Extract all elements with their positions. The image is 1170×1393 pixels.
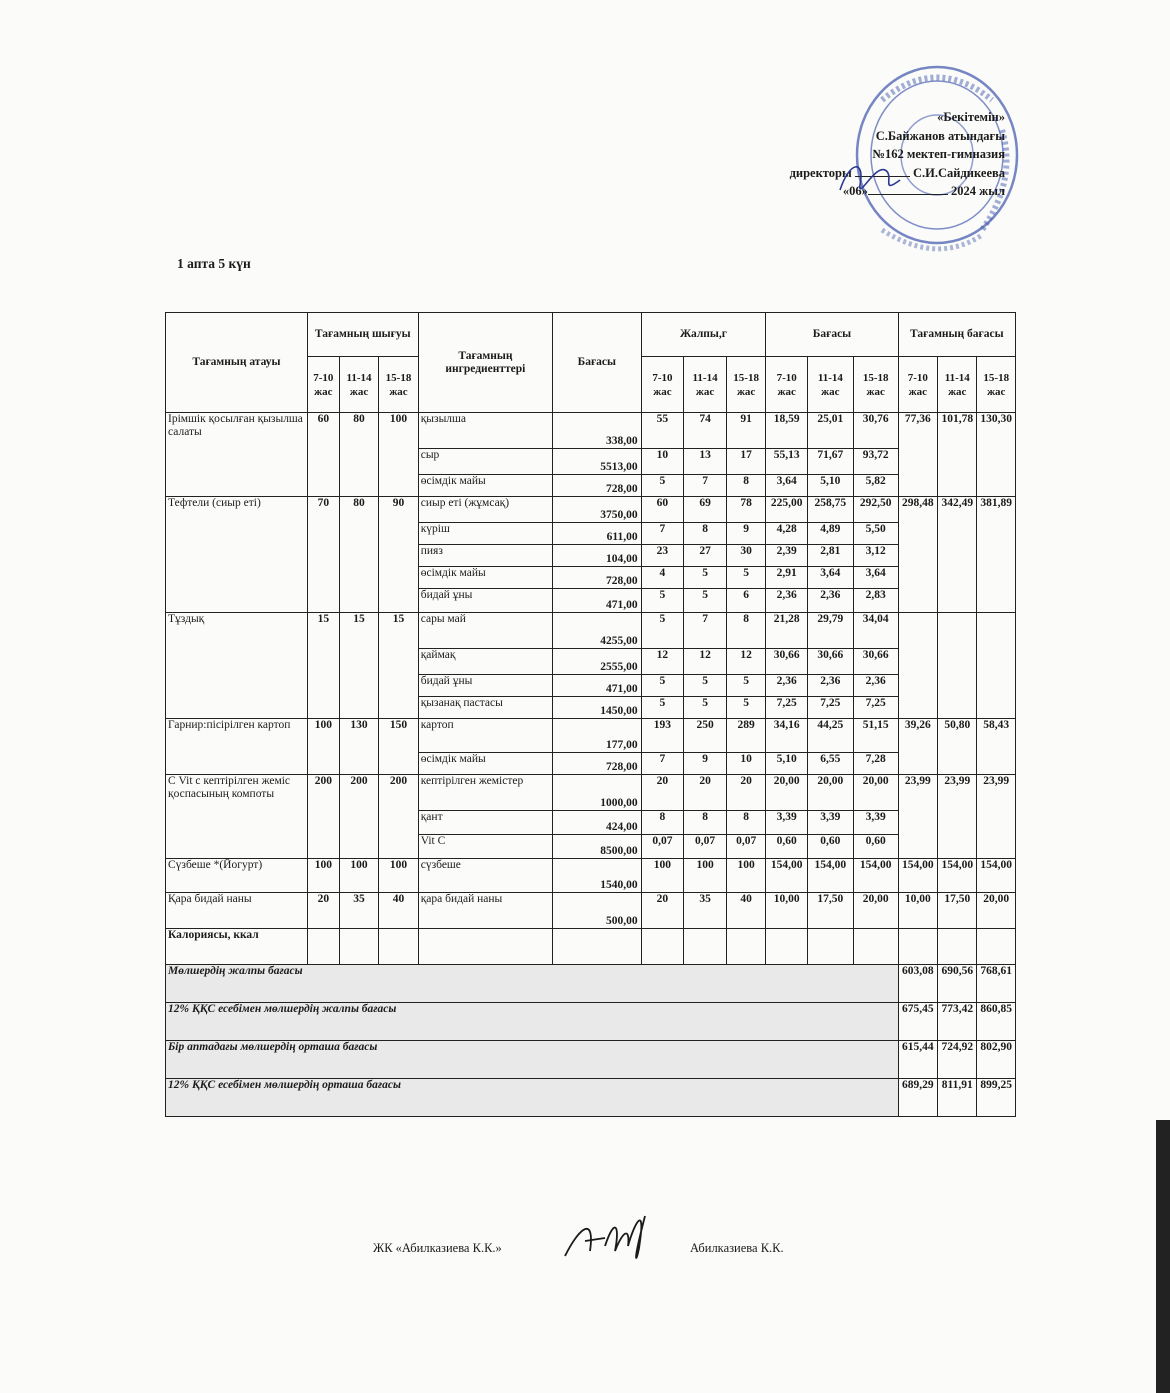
dish-output: 150: [379, 719, 418, 775]
ingredient-price: 1540,00: [553, 859, 642, 893]
ingredient: өсімдік майы: [418, 567, 552, 589]
gross-weight: 5: [684, 589, 727, 613]
dish-output: 100: [379, 413, 418, 497]
ingredient-cost: 154,00: [853, 859, 898, 893]
ingredient-price: 8500,00: [553, 835, 642, 859]
total-value: 860,85: [977, 1003, 1016, 1041]
gross-weight: 7: [684, 475, 727, 497]
empty-cell: [977, 929, 1016, 965]
header-gross: Жалпы,г: [641, 313, 766, 357]
ingredient-cost: 30,66: [766, 649, 808, 675]
ingredient-price: 3750,00: [553, 497, 642, 523]
dish-name: Ірімшік қосылған қызылша салаты: [166, 413, 308, 497]
gross-weight: 12: [641, 649, 684, 675]
ingredient-price: 177,00: [553, 719, 642, 753]
ingredient-price: 728,00: [553, 567, 642, 589]
header-age2: 11-14 жас: [807, 357, 853, 413]
ingredient: қызанақ пастасы: [418, 697, 552, 719]
ingredient-cost: 21,28: [766, 613, 808, 649]
ingredient: бидай ұны: [418, 589, 552, 613]
gross-weight: 30: [726, 545, 765, 567]
gross-weight: 5: [641, 589, 684, 613]
footer-right: Абилказиева К.К.: [690, 1241, 784, 1255]
ingredient-price: 1450,00: [553, 697, 642, 719]
ingredient-price: 104,00: [553, 545, 642, 567]
ingredient: картоп: [418, 719, 552, 753]
dish-output: 130: [339, 719, 378, 775]
ingredient-cost: 7,25: [853, 697, 898, 719]
dish-cost: 39,26: [898, 719, 937, 775]
ingredient-cost: 0,60: [853, 835, 898, 859]
total-label: 12% ҚҚС есебімен мөлшердің орташа бағасы: [166, 1079, 899, 1117]
gross-weight: 4: [641, 567, 684, 589]
gross-weight: 7: [684, 613, 727, 649]
dish-output: 60: [307, 413, 339, 497]
empty-cell: [307, 929, 339, 965]
header-age1: 7-10 жас: [766, 357, 808, 413]
dish-output: 200: [307, 775, 339, 859]
ingredient: қант: [418, 811, 552, 835]
gross-weight: 5: [684, 697, 727, 719]
ingredient-price: 5513,00: [553, 449, 642, 475]
gross-weight: 12: [726, 649, 765, 675]
gross-weight: 0,07: [641, 835, 684, 859]
ingredient-price: 1000,00: [553, 775, 642, 811]
ingredient: пияз: [418, 545, 552, 567]
ingredient-cost: 30,76: [853, 413, 898, 449]
dish-cost: [898, 613, 937, 719]
gross-weight: 23: [641, 545, 684, 567]
empty-cell: [853, 929, 898, 965]
ingredient-price: 338,00: [553, 413, 642, 449]
dish-name: Гарнир:пісірілген картоп: [166, 719, 308, 775]
empty-cell: [339, 929, 378, 965]
ingredient-cost: 3,64: [807, 567, 853, 589]
ingredient-cost: 2,91: [766, 567, 808, 589]
ingredient-cost: 44,25: [807, 719, 853, 753]
ingredient: күріш: [418, 523, 552, 545]
total-value: 811,91: [938, 1079, 977, 1117]
ingredient-cost: 5,10: [766, 753, 808, 775]
footer-left: ЖК «Абилказиева К.К.»: [373, 1241, 502, 1255]
gross-weight: 60: [641, 497, 684, 523]
dish-output: 35: [339, 893, 378, 929]
gross-weight: 20: [641, 775, 684, 811]
ingredient-cost: 3,39: [807, 811, 853, 835]
ingredient-price: 728,00: [553, 753, 642, 775]
ingredient-cost: 0,60: [807, 835, 853, 859]
date-year: 2024 жыл: [951, 184, 1005, 198]
dish-output: 200: [339, 775, 378, 859]
ingredient-price: 2555,00: [553, 649, 642, 675]
dish-output: 40: [379, 893, 418, 929]
ingredient-cost: 154,00: [807, 859, 853, 893]
header-age2: 11-14 жас: [684, 357, 727, 413]
header-cost: Бағасы: [766, 313, 898, 357]
ingredient-price: 471,00: [553, 589, 642, 613]
ingredient: сиыр еті (жұмсақ): [418, 497, 552, 523]
dish-cost: 342,49: [938, 497, 977, 613]
header-dish-cost: Тағамның бағасы: [898, 313, 1015, 357]
dish-output: 70: [307, 497, 339, 613]
header-output: Тағамның шығуы: [307, 313, 418, 357]
ingredient-cost: 2,83: [853, 589, 898, 613]
dish-cost: 23,99: [938, 775, 977, 859]
ingredient-cost: 18,59: [766, 413, 808, 449]
ingredient-cost: 3,39: [766, 811, 808, 835]
gross-weight: 6: [726, 589, 765, 613]
ingredient-cost: 3,12: [853, 545, 898, 567]
dish-name: Тефтели (сиыр еті): [166, 497, 308, 613]
header-age3: 15-18 жас: [379, 357, 418, 413]
gross-weight: 0,07: [726, 835, 765, 859]
ingredient-cost: 0,60: [766, 835, 808, 859]
ingredient-cost: 2,81: [807, 545, 853, 567]
ingredient-cost: 258,75: [807, 497, 853, 523]
total-value: 603,08: [898, 965, 937, 1003]
gross-weight: 78: [726, 497, 765, 523]
ingredient-cost: 51,15: [853, 719, 898, 753]
dish-cost: [977, 613, 1016, 719]
ingredient-cost: 10,00: [766, 893, 808, 929]
gross-weight: 12: [684, 649, 727, 675]
ingredient-cost: 20,00: [766, 775, 808, 811]
empty-cell: [726, 929, 765, 965]
gross-weight: 5: [726, 567, 765, 589]
header-age3: 15-18 жас: [853, 357, 898, 413]
dish-cost: [938, 613, 977, 719]
gross-weight: 100: [726, 859, 765, 893]
ingredient-cost: 34,04: [853, 613, 898, 649]
header-age2: 11-14 жас: [339, 357, 378, 413]
dish-output: 90: [379, 497, 418, 613]
date-day: «06»: [842, 184, 868, 198]
dish-output: 100: [307, 859, 339, 893]
dish-name: Сүзбеше *(Йогурт): [166, 859, 308, 893]
empty-cell: [938, 929, 977, 965]
director-name: С.И.Сайдикеева: [913, 165, 1005, 180]
empty-cell: [553, 929, 642, 965]
gross-weight: 100: [684, 859, 727, 893]
ingredient-cost: 4,28: [766, 523, 808, 545]
ingredient-cost: 2,39: [766, 545, 808, 567]
gross-weight: 8: [726, 475, 765, 497]
header-price: Бағасы: [553, 313, 642, 413]
director-signature-icon: [830, 150, 910, 210]
dish-cost: 298,48: [898, 497, 937, 613]
total-value: 724,92: [938, 1041, 977, 1079]
ingredient-cost: 2,36: [853, 675, 898, 697]
empty-cell: [379, 929, 418, 965]
total-row: [166, 1041, 1016, 1079]
table-row: [166, 613, 1016, 649]
ingredient-cost: 7,28: [853, 753, 898, 775]
total-label: Мөлшердің жалпы бағасы: [166, 965, 899, 1003]
gross-weight: 8: [726, 811, 765, 835]
ingredient-cost: 6,55: [807, 753, 853, 775]
gross-weight: 5: [726, 675, 765, 697]
ingredient-cost: 7,25: [807, 697, 853, 719]
gross-weight: 7: [641, 753, 684, 775]
total-value: 690,56: [938, 965, 977, 1003]
empty-cell: [807, 929, 853, 965]
empty-cell: [898, 929, 937, 965]
total-value: 773,42: [938, 1003, 977, 1041]
dish-output: 100: [339, 859, 378, 893]
calories-label: Калориясы, ккал: [166, 929, 308, 965]
gross-weight: 5: [726, 697, 765, 719]
ingredient: қаймақ: [418, 649, 552, 675]
ingredient-cost: 30,66: [853, 649, 898, 675]
dish-output: 15: [307, 613, 339, 719]
ingredient-cost: 5,10: [807, 475, 853, 497]
empty-cell: [418, 929, 552, 965]
total-value: 675,45: [898, 1003, 937, 1041]
ingredient-cost: 3,64: [766, 475, 808, 497]
ingredient-price: 424,00: [553, 811, 642, 835]
gross-weight: 5: [641, 613, 684, 649]
gross-weight: 8: [684, 811, 727, 835]
gross-weight: 74: [684, 413, 727, 449]
gross-weight: 27: [684, 545, 727, 567]
ingredient-price: 471,00: [553, 675, 642, 697]
gross-weight: 20: [684, 775, 727, 811]
ingredient-cost: 3,64: [853, 567, 898, 589]
gross-weight: 13: [684, 449, 727, 475]
dish-cost: 154,00: [898, 859, 937, 893]
dish-cost: 77,36: [898, 413, 937, 497]
dish-cost: 381,89: [977, 497, 1016, 613]
total-label: 12% ҚҚС есебімен мөлшердің жалпы бағасы: [166, 1003, 899, 1041]
ingredient: кептірілген жемістер: [418, 775, 552, 811]
page-title: 1 апта 5 күн: [177, 256, 251, 271]
ingredient: сары май: [418, 613, 552, 649]
ingredient-cost: 2,36: [766, 675, 808, 697]
table-row: [166, 413, 1016, 449]
gross-weight: 5: [684, 675, 727, 697]
ingredient-cost: 2,36: [807, 675, 853, 697]
dish-output: 20: [307, 893, 339, 929]
empty-cell: [641, 929, 684, 965]
signature-icon: [560, 1196, 670, 1276]
gross-weight: 0,07: [684, 835, 727, 859]
ingredient-cost: 34,16: [766, 719, 808, 753]
dish-output: 15: [379, 613, 418, 719]
gross-weight: 20: [726, 775, 765, 811]
gross-weight: 5: [684, 567, 727, 589]
table-row: [166, 775, 1016, 811]
director-label: директоры: [789, 165, 852, 180]
table-row: [166, 859, 1016, 893]
gross-weight: 193: [641, 719, 684, 753]
ingredient-cost: 5,50: [853, 523, 898, 545]
ingredient-cost: 71,67: [807, 449, 853, 475]
gross-weight: 40: [726, 893, 765, 929]
dish-name: Тұздық: [166, 613, 308, 719]
gross-weight: 100: [641, 859, 684, 893]
gross-weight: 8: [641, 811, 684, 835]
dish-cost: 58,43: [977, 719, 1016, 775]
gross-weight: 8: [726, 613, 765, 649]
gross-weight: 10: [726, 753, 765, 775]
ingredient: сыр: [418, 449, 552, 475]
header-age3: 15-18 жас: [977, 357, 1016, 413]
header-age3: 15-18 жас: [726, 357, 765, 413]
menu-table: [165, 312, 1016, 1117]
ingredient-cost: 292,50: [853, 497, 898, 523]
ingredient-cost: 17,50: [807, 893, 853, 929]
approval-line3: №162 мектеп-гимназия: [872, 147, 1005, 161]
ingredient-cost: 20,00: [853, 775, 898, 811]
ingredient: өсімдік майы: [418, 753, 552, 775]
ingredient-price: 4255,00: [553, 613, 642, 649]
ingredient-cost: 4,89: [807, 523, 853, 545]
total-row: [166, 1079, 1016, 1117]
ingredient-cost: 2,36: [807, 589, 853, 613]
header-name: Тағамның атауы: [166, 313, 308, 413]
gross-weight: 7: [641, 523, 684, 545]
ingredient-cost: 29,79: [807, 613, 853, 649]
ingredient: қара бидай наны: [418, 893, 552, 929]
ingredient-cost: 25,01: [807, 413, 853, 449]
ingredient-cost: 20,00: [853, 893, 898, 929]
gross-weight: 10: [641, 449, 684, 475]
dish-name: С Vit с кептірілген жеміс қоспасының компоты: [166, 775, 308, 859]
dish-cost: 10,00: [898, 893, 937, 929]
ingredient-cost: 7,25: [766, 697, 808, 719]
ingredient-price: 500,00: [553, 893, 642, 929]
empty-cell: [766, 929, 808, 965]
total-label: Бір аптадағы мөлшердің орташа бағасы: [166, 1041, 899, 1079]
gross-weight: 17: [726, 449, 765, 475]
ingredient: сүзбеше: [418, 859, 552, 893]
gross-weight: 5: [641, 675, 684, 697]
header-age2: 11-14 жас: [938, 357, 977, 413]
empty-cell: [684, 929, 727, 965]
dish-cost: 154,00: [977, 859, 1016, 893]
gross-weight: 35: [684, 893, 727, 929]
gross-weight: 5: [641, 697, 684, 719]
ingredient: бидай ұны: [418, 675, 552, 697]
total-value: 802,90: [977, 1041, 1016, 1079]
dish-cost: 50,80: [938, 719, 977, 775]
ingredient-cost: 225,00: [766, 497, 808, 523]
gross-weight: 20: [641, 893, 684, 929]
ingredient-cost: 93,72: [853, 449, 898, 475]
dish-cost: 23,99: [977, 775, 1016, 859]
gross-weight: 5: [641, 475, 684, 497]
ingredient-cost: 5,82: [853, 475, 898, 497]
gross-weight: 289: [726, 719, 765, 753]
ingredient-cost: 2,36: [766, 589, 808, 613]
dish-cost: 101,78: [938, 413, 977, 497]
ingredient-cost: 20,00: [807, 775, 853, 811]
header-age1: 7-10 жас: [898, 357, 937, 413]
total-row: [166, 1003, 1016, 1041]
dish-cost: 20,00: [977, 893, 1016, 929]
approval-line1: «Бекітемін»: [937, 110, 1005, 124]
gross-weight: 9: [726, 523, 765, 545]
gross-weight: 250: [684, 719, 727, 753]
header-age1: 7-10 жас: [307, 357, 339, 413]
ingredient: қызылша: [418, 413, 552, 449]
table-row: [166, 893, 1016, 929]
dish-cost: 154,00: [938, 859, 977, 893]
ingredient-cost: 55,13: [766, 449, 808, 475]
edge-shadow: [1156, 1120, 1170, 1393]
dish-output: 100: [379, 859, 418, 893]
ingredient: Vit C: [418, 835, 552, 859]
gross-weight: 91: [726, 413, 765, 449]
ingredient-cost: 154,00: [766, 859, 808, 893]
header-age1: 7-10 жас: [641, 357, 684, 413]
dish-cost: 130,30: [977, 413, 1016, 497]
dish-cost: 17,50: [938, 893, 977, 929]
calories-row: [166, 929, 1016, 965]
dish-output: 80: [339, 497, 378, 613]
dish-output: 100: [307, 719, 339, 775]
dish-cost: 23,99: [898, 775, 937, 859]
total-value: 689,29: [898, 1079, 937, 1117]
dish-output: 80: [339, 413, 378, 497]
dish-output: 200: [379, 775, 418, 859]
gross-weight: 8: [684, 523, 727, 545]
gross-weight: 69: [684, 497, 727, 523]
approval-line2: С.Байжанов атындағы: [875, 128, 1005, 143]
ingredient-price: 728,00: [553, 475, 642, 497]
dish-name: Қара бидай наны: [166, 893, 308, 929]
total-value: 768,61: [977, 965, 1016, 1003]
header-ingredients: Тағамның ингредиенттері: [418, 313, 552, 413]
ingredient: өсімдік майы: [418, 475, 552, 497]
total-value: 899,25: [977, 1079, 1016, 1117]
ingredient-cost: 30,66: [807, 649, 853, 675]
gross-weight: 9: [684, 753, 727, 775]
total-value: 615,44: [898, 1041, 937, 1079]
ingredient-price: 611,00: [553, 523, 642, 545]
table-row: [166, 497, 1016, 523]
table-row: [166, 719, 1016, 753]
dish-output: 15: [339, 613, 378, 719]
total-row: [166, 965, 1016, 1003]
ingredient-cost: 3,39: [853, 811, 898, 835]
gross-weight: 55: [641, 413, 684, 449]
